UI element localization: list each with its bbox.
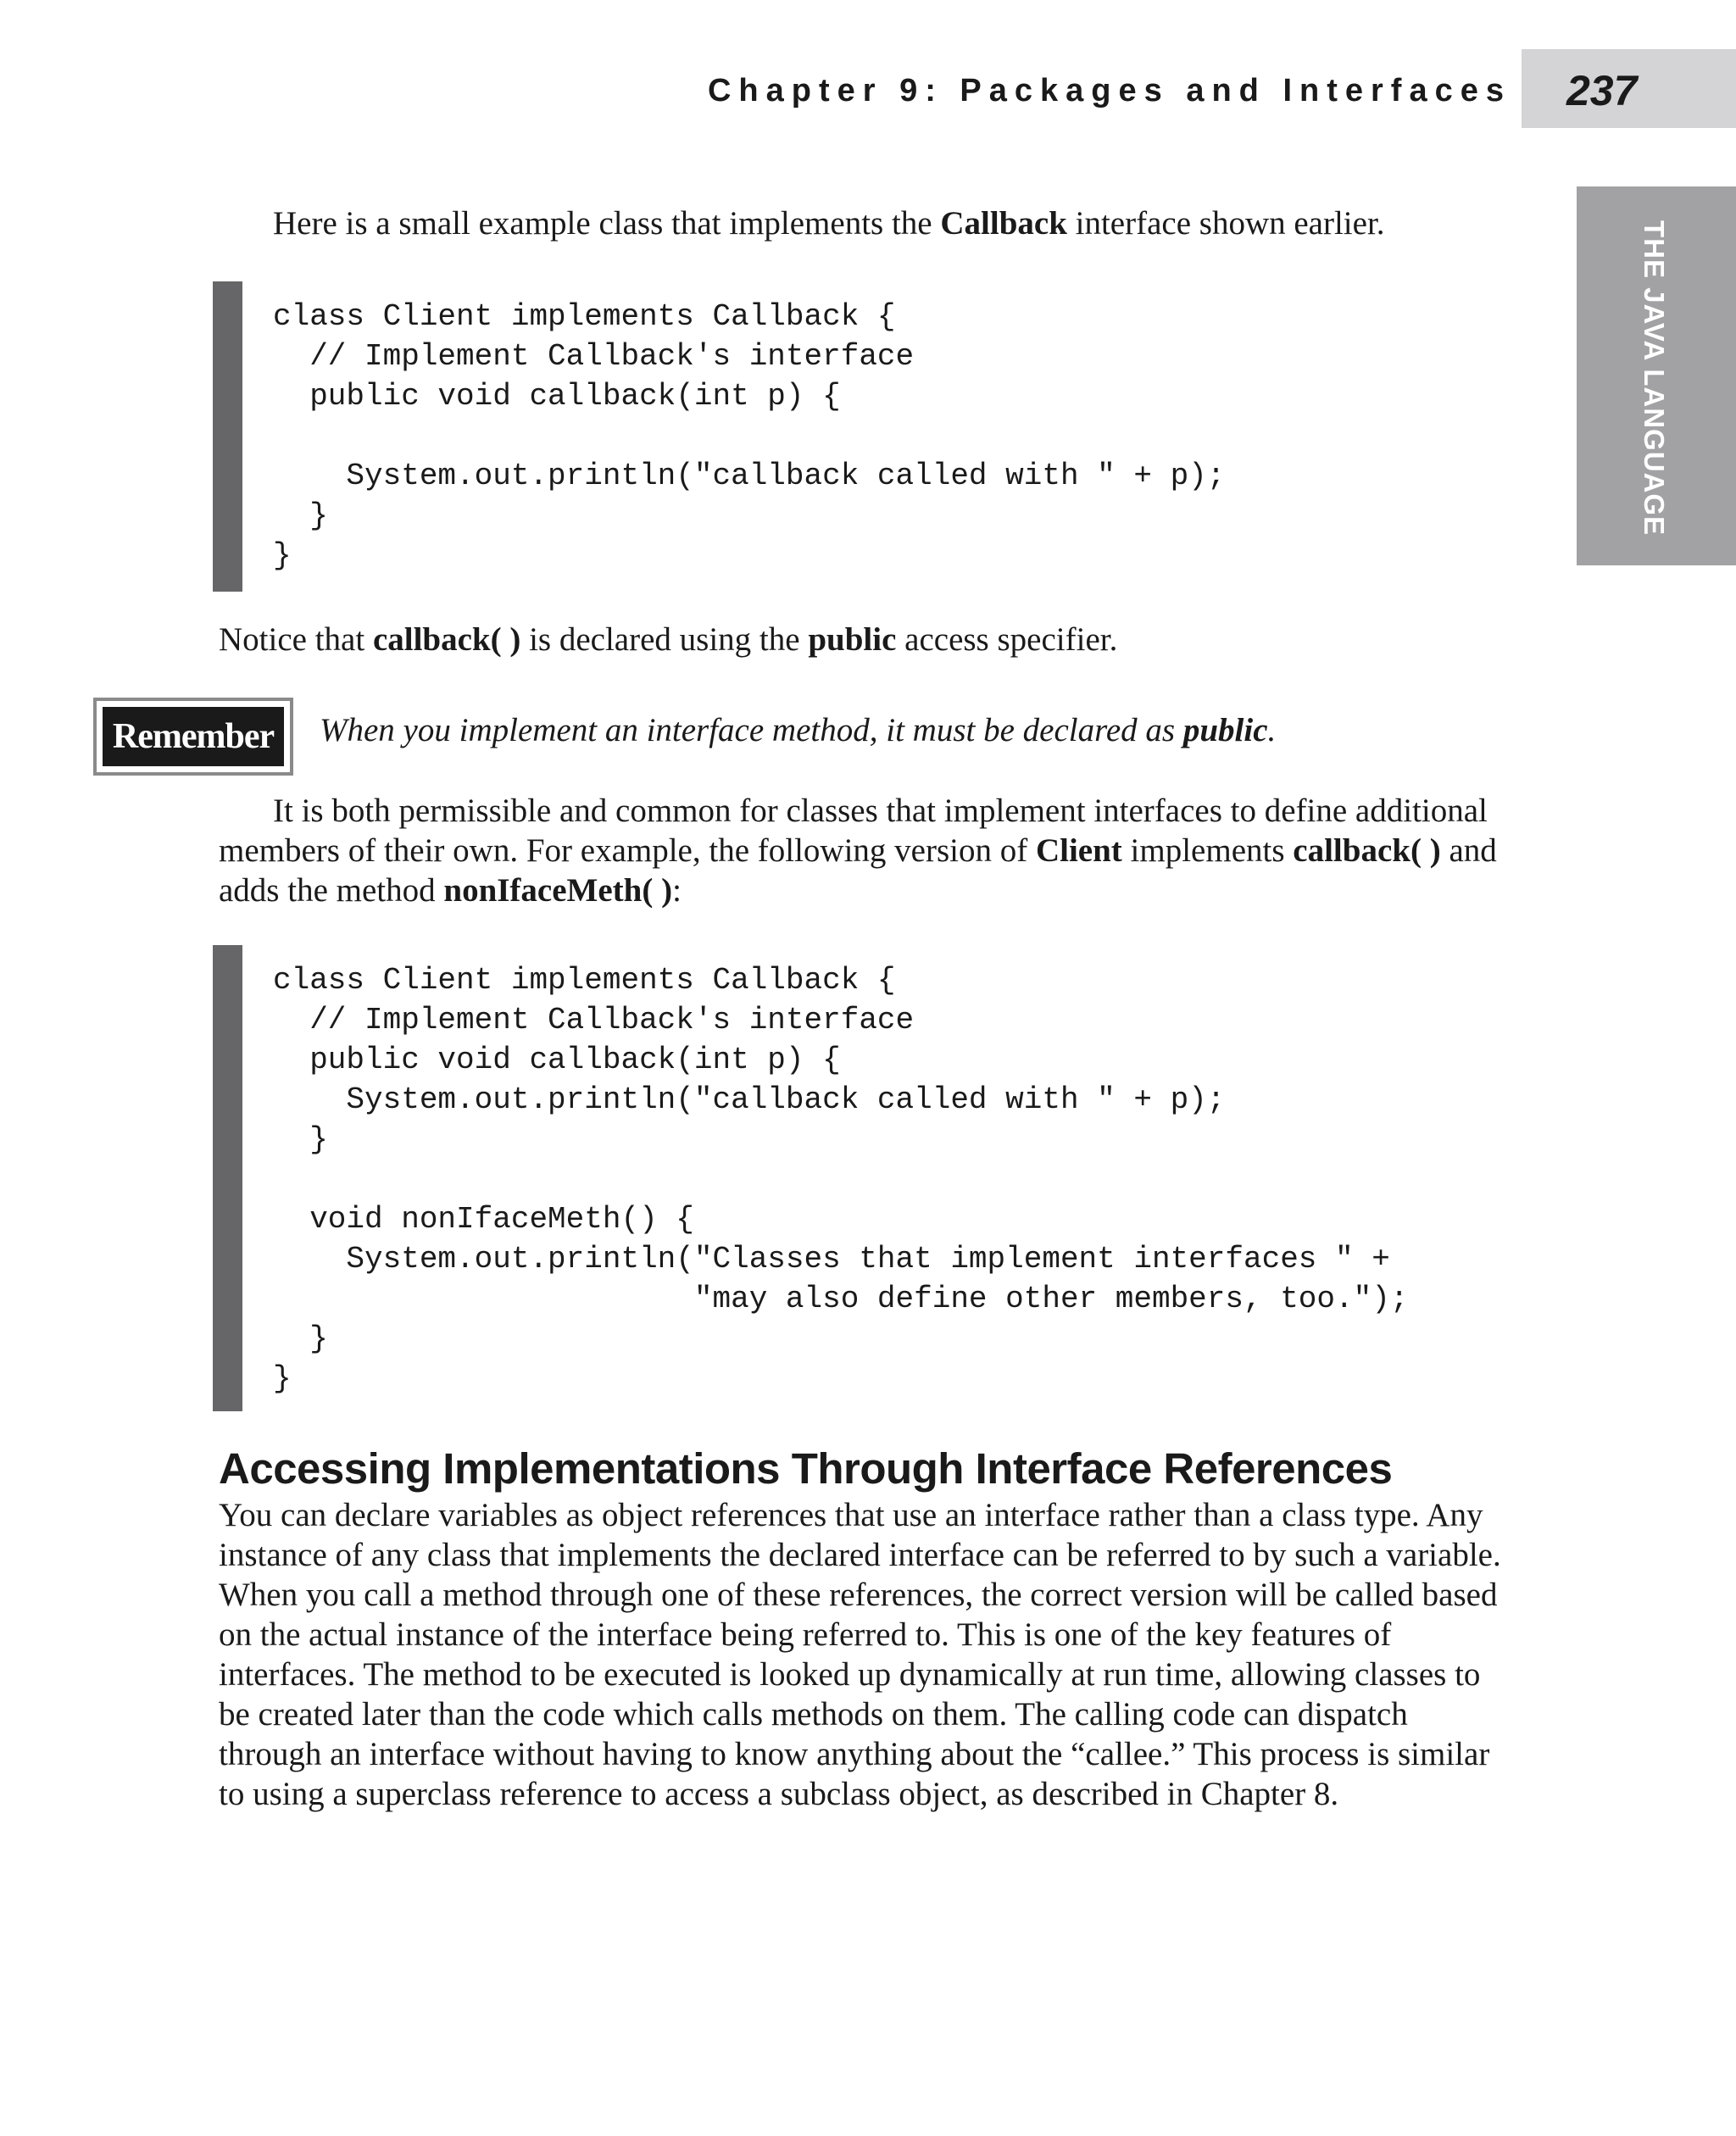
page-number: 237 xyxy=(1566,67,1638,114)
notice-text-1: Notice that xyxy=(219,621,373,658)
para2-bold-3: nonIfaceMeth( ) xyxy=(443,872,673,909)
page-number-box xyxy=(1522,49,1736,128)
para2-bold-1: Client xyxy=(1035,832,1122,869)
intro-text-1: Here is a small example class that implements the xyxy=(273,205,941,242)
section-body: You can declare variables as object references that use an interface rather than a class type. Any instance of any class that implements the declared interface can be referred to by such a variable. When you call a method through one of these references, the correct version will be called based on the actual instance of the interface being referred to. This is one of the key features of interfaces. The method to be executed is looked up dynamically at run time, allowing classes to be created later than the code which calls methods on them. The calling code can dispatch through an interface without having to know anything about the “callee.” This process is similar to using a superclass reference to access a subclass object, as described in Chapter 8. xyxy=(219,1497,1501,1812)
para2-text-3: and adds the method xyxy=(219,832,1497,909)
remember-note xyxy=(320,710,1276,750)
intro-text-2: interface shown earlier. xyxy=(1066,205,1385,242)
notice-bold-1: callback( ) xyxy=(372,621,521,658)
remember-label: Remember xyxy=(103,707,284,766)
side-tab-label: THE JAVA LANGUAGE xyxy=(1639,220,1670,537)
notice-text-2: is declared using the xyxy=(520,621,809,658)
notice-bold-2: public xyxy=(808,621,897,658)
intro-paragraph xyxy=(219,203,1507,243)
members-paragraph xyxy=(219,791,1507,910)
para2-text-1: It is both permissible and common for classes that implement interfaces to define additional members of their own. For example, the following version of xyxy=(219,793,1488,869)
remember-badge xyxy=(93,698,293,776)
para2-text-4: : xyxy=(672,872,682,909)
para2-bold-2: callback( ) xyxy=(1293,832,1441,869)
code-block-1-bar xyxy=(213,281,242,592)
section-heading: Accessing Implementations Through Interface References xyxy=(219,1444,1393,1493)
remember-bold: public xyxy=(1182,712,1268,748)
intro-bold-callback: Callback xyxy=(940,205,1067,242)
side-tab xyxy=(1577,186,1736,565)
notice-text-3: access specifier. xyxy=(896,621,1118,658)
remember-end: . xyxy=(1267,712,1277,748)
para2-text-2: implements xyxy=(1121,832,1294,869)
running-head: Chapter 9: Packages and Interfaces xyxy=(707,73,1511,108)
code-block-1: class Client implements Callback { // Implement Callback's interface public void callback(int p) { System.out.println("callback called with " + p); } } xyxy=(273,299,1226,573)
code-block-2: class Client implements Callback { // Implement Callback's interface public void callback(int p) { System.out.println("callback called with " + p); } void nonIfaceMeth() { System.out.println("Classes that implement interfaces " + "may also define other members, too."); } } xyxy=(273,963,1409,1396)
code-block-2-bar xyxy=(213,945,242,1411)
notice-paragraph xyxy=(219,620,1507,659)
remember-text: When you implement an interface method, it must be declared as xyxy=(320,712,1183,748)
